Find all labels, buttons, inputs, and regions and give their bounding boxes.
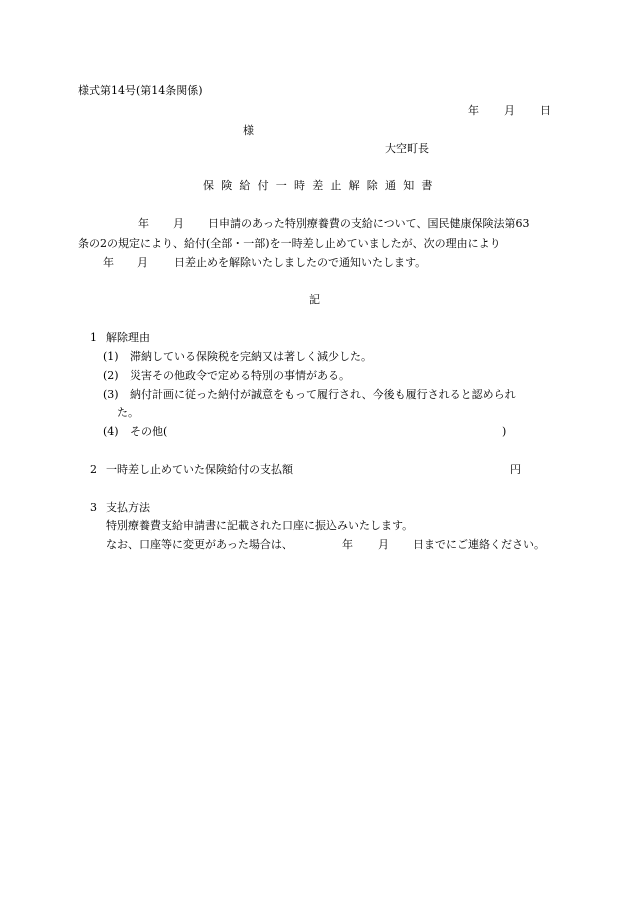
document-title: 保険給付一時差止解除通知書 (203, 179, 440, 192)
body-line3-month-label: 月 (137, 256, 148, 269)
body-line-2: 条の2の規定により、給付(全部・一部)を一時差し止めていましたが、次の理由により (78, 237, 501, 250)
body-month-label: 月 (173, 217, 184, 230)
body-line3-year-label: 年 (103, 256, 114, 269)
reason-4-number: (4) (103, 425, 119, 438)
section1-heading: 解除理由 (106, 331, 150, 344)
reason-2-text: 災害その他政令で定める特別の事情がある。 (130, 369, 350, 382)
body-line-1: 日申請のあった特別療養費の支給について、国民健康保険法第63 (208, 217, 530, 230)
reason-1-number: (1) (103, 350, 119, 363)
issuer-name: 大空町長 (385, 142, 429, 155)
contact-year-label: 年 (342, 538, 353, 551)
reason-2-number: (2) (103, 369, 119, 382)
form-number: 様式第14号(第14条関係) (78, 84, 203, 97)
payment-method-line-2: なお、口座等に変更があった場合は、 (106, 538, 293, 551)
section1-number: 1 (90, 331, 97, 344)
section2-heading: 一時差し止めていた保険給付の支払額 (106, 463, 293, 476)
reason-3-continuation: た。 (117, 406, 139, 419)
body-year-label: 年 (138, 217, 149, 230)
reason-3-number: (3) (103, 388, 119, 401)
section3-number: 3 (90, 501, 97, 514)
reason-3-text: 納付計画に従った納付が誠意をもって履行され、今後も履行されると認められ (130, 388, 516, 401)
payment-method-line-1: 特別療養費支給申請書に記載された口座に振込みいたします。 (106, 519, 414, 532)
date-day-label: 日 (540, 104, 551, 117)
date-year-label: 年 (468, 104, 479, 117)
reason-4-close-paren: ) (502, 425, 507, 438)
body-line-3: 日差止めを解除いたしましたので通知いたします。 (174, 256, 427, 269)
section2-number: 2 (90, 463, 97, 476)
ki-marker: 記 (309, 293, 320, 306)
addressee-suffix: 様 (243, 124, 254, 137)
reason-1-text: 滞納している保険税を完納又は著しく減少した。 (130, 350, 372, 363)
section3-heading: 支払方法 (106, 501, 150, 514)
reason-4-text: その他( (130, 425, 168, 438)
contact-month-label: 月 (378, 538, 389, 551)
amount-unit: 円 (510, 463, 521, 476)
contact-deadline-text: 日までにご連絡ください。 (413, 538, 545, 551)
date-month-label: 月 (504, 104, 515, 117)
